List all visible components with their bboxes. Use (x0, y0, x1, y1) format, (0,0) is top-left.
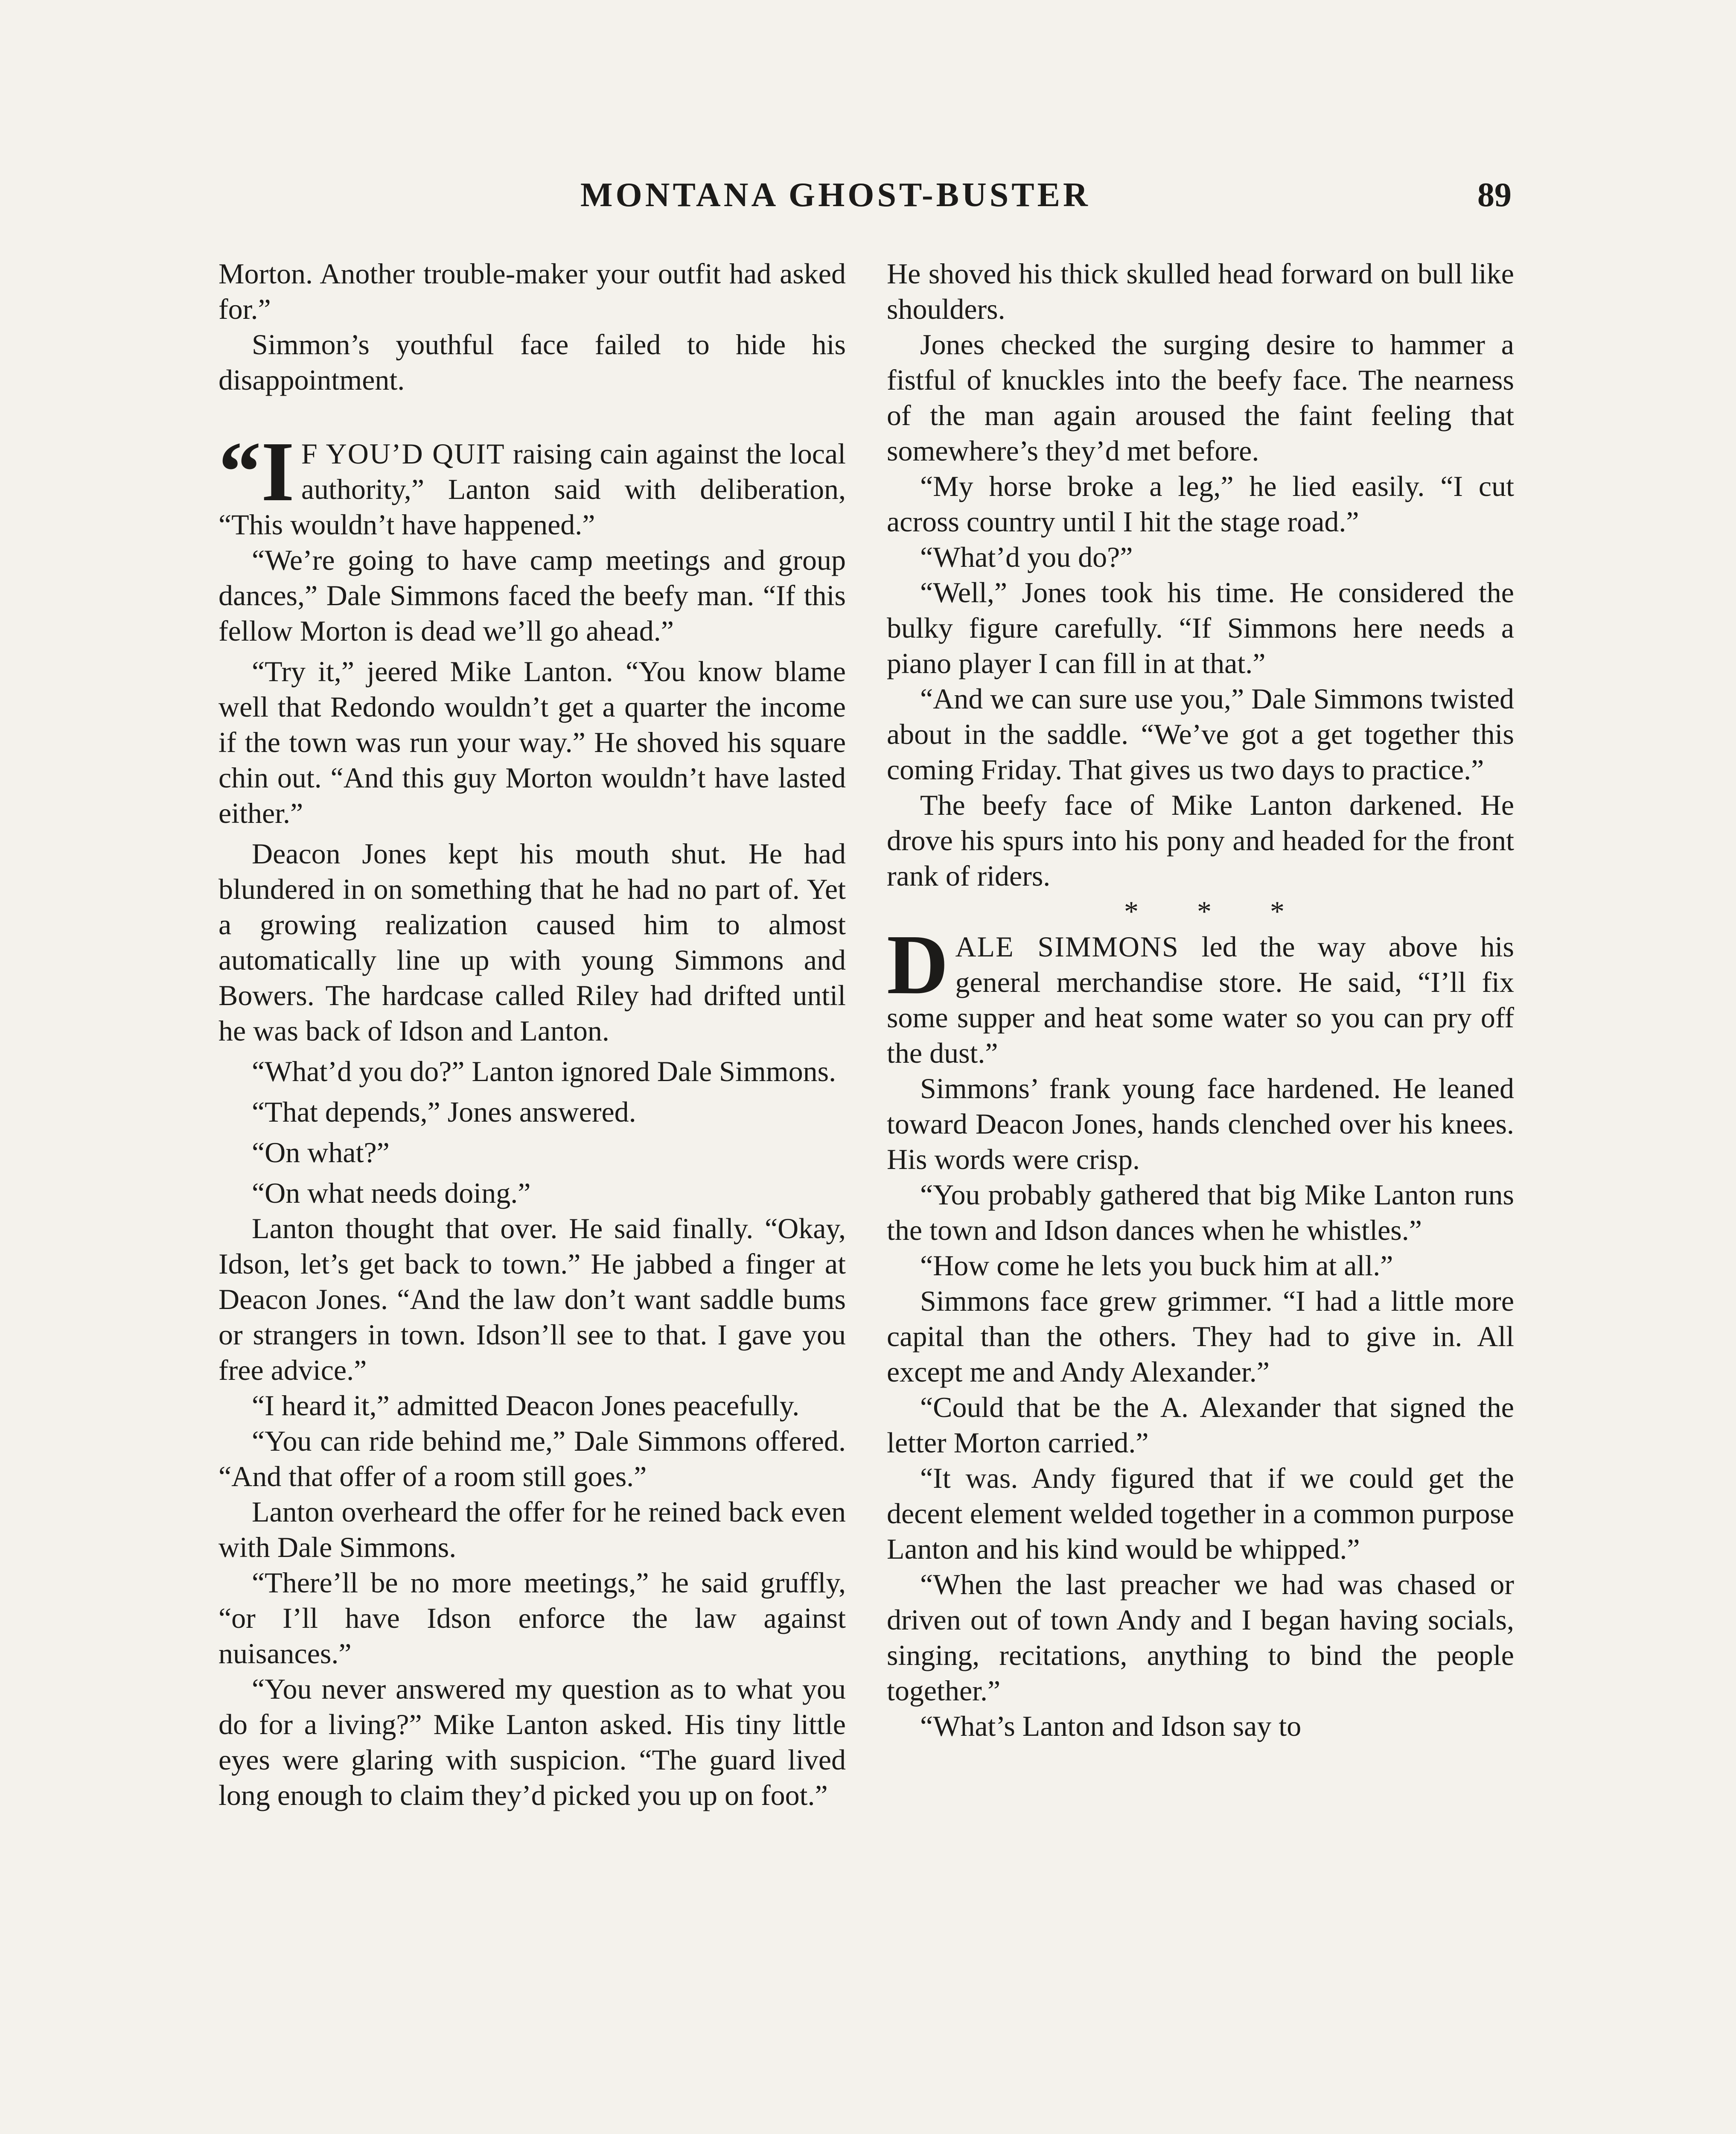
drop-cap: “I (218, 425, 294, 519)
paragraph: “On what needs doing.” (252, 1177, 531, 1209)
left-column (218, 256, 846, 1813)
paragraph: “It was. Andy figured that if we could get the decent element welded together in a common purpose Lanton and his kind would be whipped.” (887, 1462, 1514, 1565)
page-header (0, 176, 1736, 227)
paragraph: Simmon’s youthful face failed to hide his disappointment. (218, 328, 846, 396)
paragraph: “When the last preacher we had was chased or driven out of town Andy and I began having socials, singing, recitations, anything to bind the people together.” (887, 1568, 1514, 1707)
section-separator: * * * (1124, 895, 1310, 927)
paragraph: “You can ride behind me,” Dale Simmons offered. “And that offer of a room still goes.” (218, 1425, 846, 1493)
paragraph: Deacon Jones kept his mouth shut. He had blundered in on something that he had no part of. Yet a growing realization caused him to almost automatically line up with young Simmons and Bowers. The hardcase called Riley had drifted until he was back of Idson and Lanton. (218, 837, 846, 1047)
right-column (887, 256, 1514, 1744)
paragraph: Lanton thought that over. He said finally. “Okay, Idson, let’s get back to town.” He jabbed a finger at Deacon Jones. “And the law don’t want saddle bums or strangers in town. Idson’ll see to that. I gave you free advice.” (218, 1212, 846, 1386)
paragraph: “We’re going to have camp meetings and group dances,” Dale Simmons faced the beefy man. “If this fellow Morton is dead we’ll go ahead.” (218, 544, 846, 647)
paragraph-text: raising cain against the local authority,” Lanton said with deliberation, “This wouldn’t have happened.” (218, 437, 846, 541)
paragraph: “There’ll be no more meetings,” he said gruffly, “or I’ll have Idson enforce the law against nuisances.” (218, 1566, 846, 1670)
paragraph: Simmons’ frank young face hardened. He leaned toward Deacon Jones, hands clenched over his knees. His words were crisp. (887, 1072, 1514, 1175)
drop-cap: D (887, 918, 949, 1012)
paragraph: “What’d you do?” (920, 541, 1133, 573)
paragraph: Jones checked the surging desire to hammer a fistful of knuckles into the beefy face. The nearness of the man again aroused the faint feeling that somewhere’s they’d met before. (887, 328, 1514, 467)
paragraph: “Well,” Jones took his time. He considered the bulky figure carefully. “If Simmons here needs a piano player I can fill in at that.” (887, 576, 1514, 679)
paragraph: “That depends,” Jones answered. (252, 1096, 636, 1128)
paragraph: “What’d you do?” Lanton ignored Dale Simmons. (252, 1055, 836, 1087)
paragraph: “You never answered my question as to what you do for a living?” Mike Lanton asked. His tiny little eyes were glaring with suspicion. “The guard lived long enough to claim they’d picked you up on foot.” (218, 1673, 846, 1811)
section-gap (218, 398, 846, 436)
paragraph: “My horse broke a leg,” he lied easily. “I cut across country until I hit the stage road.” (887, 470, 1514, 538)
dropcap-paragraph (218, 425, 846, 542)
paragraph: “I heard it,” admitted Deacon Jones peacefully. (252, 1389, 800, 1422)
paragraph: Simmons face grew grimmer. “I had a little more capital than the others. They had to give in. All except me and Andy Alexander.” (887, 1285, 1514, 1388)
paragraph: “What’s Lanton and Idson say to (920, 1710, 1302, 1742)
running-title: MONTANA GHOST-BUSTER (580, 176, 1091, 214)
paragraph: “And we can sure use you,” Dale Simmons twisted about in the saddle. “We’ve got a get together this coming Friday. That gives us two days to practice.” (887, 682, 1514, 786)
paragraph: “Could that be the A. Alexander that signed the letter Morton carried.” (887, 1391, 1514, 1459)
paragraph: “How come he lets you buck him at all.” (920, 1249, 1393, 1282)
paragraph: “On what?” (252, 1136, 390, 1169)
paragraph: “You probably gathered that big Mike Lanton runs the town and Idson dances when he whistles.” (887, 1178, 1514, 1246)
page-number: 89 (1477, 176, 1512, 214)
paragraph: He shoved his thick skulled head forward on bull like shoulders. (887, 257, 1514, 325)
lead-in-text: F YOU’D QUIT (301, 437, 505, 470)
lead-in-text: ALE SIMMONS (955, 930, 1179, 963)
paragraph: Morton. Another trouble-maker your outfit had asked for.” (218, 257, 846, 325)
paragraph-text: led the way above his general merchandise store. He said, “I’ll fix some supper and heat some water so you can pry off the dust.” (887, 930, 1514, 1069)
paragraph: Lanton overheard the offer for he reined back even with Dale Simmons. (218, 1496, 846, 1563)
dropcap-paragraph (887, 918, 1514, 1071)
paragraph: The beefy face of Mike Lanton darkened. He drove his spurs into his pony and headed for the front rank of riders. (887, 789, 1514, 892)
paragraph: “Try it,” jeered Mike Lanton. “You know blame well that Redondo wouldn’t get a quarter the income if the town was run your way.” He shoved his square chin out. “And this guy Morton wouldn’t have lasted either.” (218, 655, 846, 829)
